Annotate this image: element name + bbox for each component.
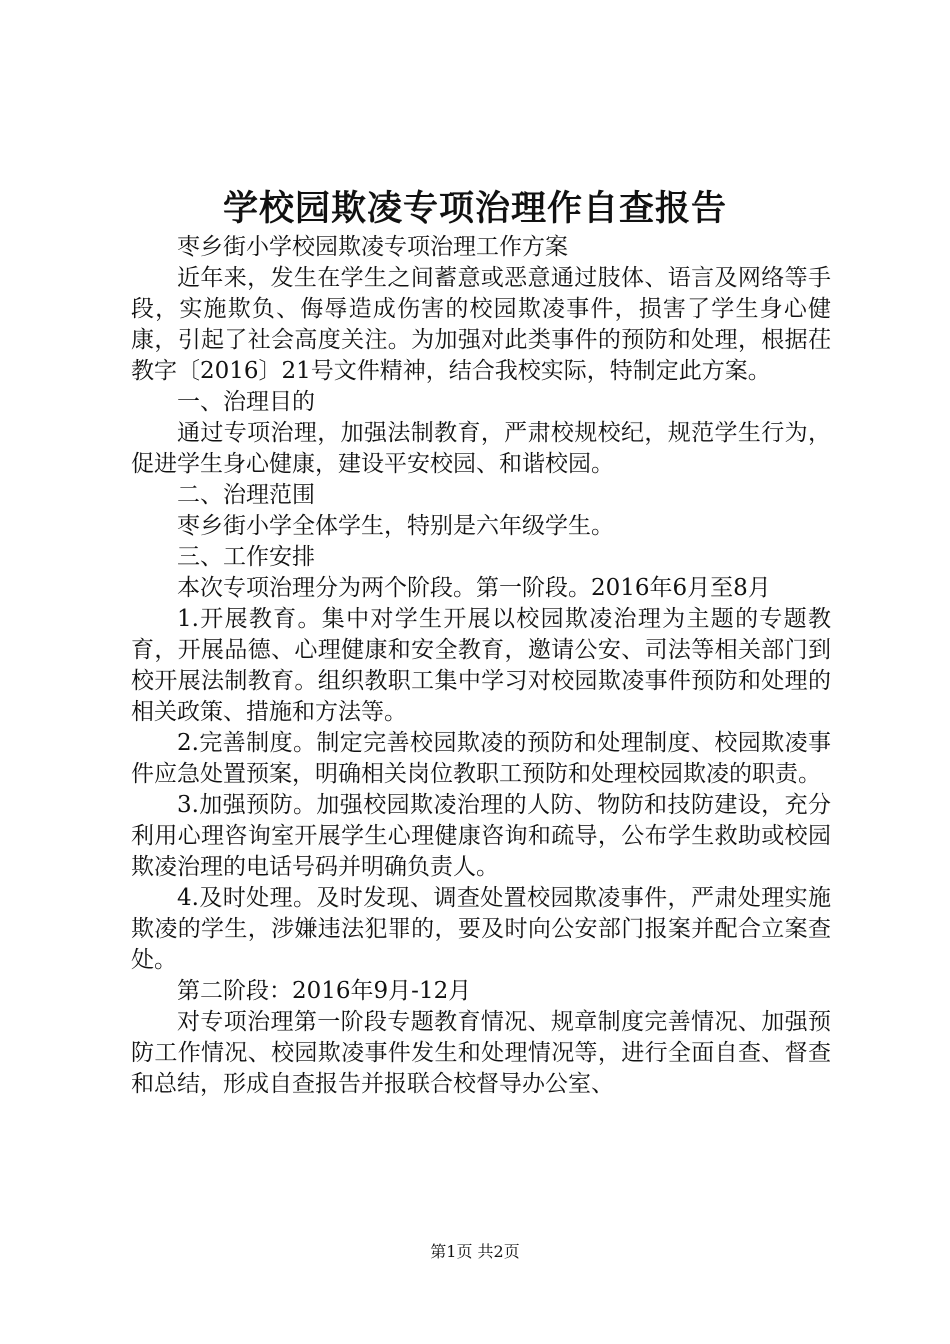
item-handling: 4.及时处理。及时发现、调查处置校园欺凌事件，严肃处理实施欺凌的学生，涉嫌违法犯罪的，要及时向公安部门报案并配合立案查处。 [131, 885, 831, 973]
section-heading-goal: 一、治理目的 [177, 389, 315, 415]
phase-two-paragraph: 对专项治理第一阶段专题教育情况、规章制度完善情况、加强预防工作情况、校园欺凌事件发生和处理情况等，进行全面自查、督查和总结，形成自查报告并报联合校督导办公室、 [131, 1009, 831, 1097]
item-system: 2.完善制度。制定完善校园欺凌的预防和处理制度、校园欺凌事件应急处置预案，明确相关岗位教职工预防和处理校园欺凌的职责。 [131, 730, 831, 787]
item-education: 1.开展教育。集中对学生开展以校园欺凌治理为主题的专题教育，开展品德、心理健康和安全教育，邀请公安、司法等相关部门到校开展法制教育。组织教职工集中学习对校园欺凌事件预防和处理的相关政策、措施和方法等。 [131, 606, 831, 725]
scope-paragraph: 枣乡街小学全体学生，特别是六年级学生。 [177, 513, 614, 539]
intro-paragraph: 近年来，发生在学生之间蓄意或恶意通过肢体、语言及网络等手段，实施欺负、侮辱造成伤害的校园欺凌事件，损害了学生身心健康，引起了社会高度关注。为加强对此类事件的预防和处理，根据茌教字〔2016〕21号文件精神，结合我校实际，特制定此方案。 [131, 265, 831, 384]
section-heading-arrangement: 三、工作安排 [177, 544, 315, 570]
goal-paragraph: 通过专项治理，加强法制教育，严肃校规校纪，规范学生行为，促进学生身心健康，建设平安校园、和谐校园。 [131, 420, 831, 477]
section-heading-scope: 二、治理范围 [177, 482, 315, 508]
page-number: 第1页 共2页 [430, 1242, 520, 1261]
document-body [131, 232, 831, 1100]
phase-one-paragraph: 本次专项治理分为两个阶段。第一阶段。2016年6月至8月 [177, 575, 771, 601]
item-prevention: 3.加强预防。加强校园欺凌治理的人防、物防和技防建设，充分利用心理咨询室开展学生心理健康咨询和疏导，公布学生救助或校园欺凌治理的电话号码并明确负责人。 [131, 792, 831, 880]
phase-two-heading: 第二阶段：2016年9月-12月 [177, 978, 472, 1004]
plan-heading: 枣乡街小学校园欺凌专项治理工作方案 [177, 234, 568, 260]
document-title: 学校园欺凌专项治理作自查报告 [222, 188, 727, 229]
